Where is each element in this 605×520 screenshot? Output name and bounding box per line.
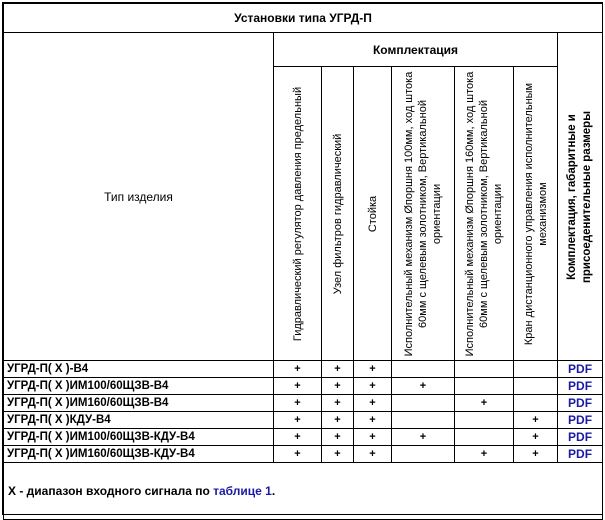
- table-row: [4, 412, 603, 429]
- column-label: Исполнительный механизм Øпоршня 100мм, ход штока 60мм с щелевым золотником, Вертикальной ориентации: [403, 71, 443, 356]
- product-type-header: Тип изделия: [4, 33, 274, 361]
- column-header-regulator: [274, 67, 322, 361]
- mark-cell: +: [354, 361, 392, 378]
- mark-cell: +: [274, 429, 322, 446]
- column-header-actuator-160: [455, 67, 514, 361]
- table-1-link[interactable]: таблице 1: [213, 484, 272, 498]
- mark-cell: +: [354, 412, 392, 429]
- table-title: Установки типа УГРД-П: [4, 4, 603, 33]
- pdf-link[interactable]: PDF: [568, 396, 593, 410]
- column-label: Гидравлический регулятор давления предельный: [291, 86, 304, 341]
- column-label: Исполнительный механизм Øпоршня 160мм, ход штока 60мм с щелевым золотником, Вертикальной ориентации: [464, 71, 504, 356]
- product-name: УГРД-П( Х )ИМ160/60ЩЗВ-В4: [4, 395, 274, 412]
- dimensions-column-header: [558, 33, 603, 361]
- mark-cell: +: [322, 429, 354, 446]
- mark-cell: [455, 361, 514, 378]
- mark-cell: +: [354, 429, 392, 446]
- table-frame: [2, 2, 603, 515]
- pdf-link[interactable]: PDF: [568, 447, 593, 461]
- mark-cell: [514, 395, 558, 412]
- mark-cell: +: [322, 412, 354, 429]
- pdf-cell: [558, 395, 603, 412]
- mark-cell: +: [392, 378, 455, 395]
- pdf-cell: [558, 412, 603, 429]
- mark-cell: [455, 412, 514, 429]
- mark-cell: +: [274, 361, 322, 378]
- column-label: Узел фильтров гидравлический: [331, 133, 344, 294]
- mark-cell: +: [274, 412, 322, 429]
- pdf-link[interactable]: PDF: [568, 430, 593, 444]
- mark-cell: +: [322, 361, 354, 378]
- product-name: УГРД-П( Х )ИМ160/60ЩЗВ-КДУ-В4: [4, 446, 274, 463]
- pdf-cell: [558, 378, 603, 395]
- mark-cell: +: [274, 395, 322, 412]
- dimensions-column-label: Комплектация, габаритные и присоеденительные размеры: [566, 110, 594, 283]
- table-row: [4, 395, 603, 412]
- column-label: Кран дистанционного управления исполнительным механизмом: [522, 82, 549, 345]
- product-table: [3, 3, 603, 520]
- mark-cell: +: [514, 429, 558, 446]
- footnote: [4, 463, 603, 520]
- mark-cell: +: [354, 395, 392, 412]
- pdf-link[interactable]: PDF: [568, 362, 593, 376]
- column-header-filter: [322, 67, 354, 361]
- mark-cell: +: [322, 395, 354, 412]
- pdf-cell: [558, 361, 603, 378]
- mark-cell: [514, 361, 558, 378]
- table-row: [4, 446, 603, 463]
- mark-cell: +: [455, 446, 514, 463]
- pdf-cell: [558, 429, 603, 446]
- mark-cell: +: [354, 378, 392, 395]
- mark-cell: +: [322, 378, 354, 395]
- mark-cell: +: [514, 412, 558, 429]
- footnote-text: Х - диапазон входного сигнала по: [8, 484, 214, 498]
- mark-cell: +: [274, 378, 322, 395]
- column-label: Стойка: [366, 195, 379, 232]
- mark-cell: +: [392, 429, 455, 446]
- mark-cell: [392, 395, 455, 412]
- mark-cell: +: [274, 446, 322, 463]
- mark-cell: [392, 412, 455, 429]
- mark-cell: [392, 361, 455, 378]
- column-header-remote-valve: [514, 67, 558, 361]
- mark-cell: [455, 378, 514, 395]
- footnote-end: .: [271, 484, 276, 498]
- komplektatsiya-header: Комплектация: [274, 33, 558, 67]
- mark-cell: [455, 429, 514, 446]
- product-name: УГРД-П( Х )ИМ100/60ЩЗВ-КДУ-В4: [4, 429, 274, 446]
- mark-cell: [514, 378, 558, 395]
- column-header-stand: [354, 67, 392, 361]
- table-row: [4, 429, 603, 446]
- pdf-link[interactable]: PDF: [568, 413, 593, 427]
- pdf-link[interactable]: PDF: [568, 379, 593, 393]
- mark-cell: +: [322, 446, 354, 463]
- mark-cell: +: [354, 446, 392, 463]
- pdf-cell: [558, 446, 603, 463]
- mark-cell: +: [514, 446, 558, 463]
- table-row: [4, 378, 603, 395]
- mark-cell: [392, 446, 455, 463]
- product-name: УГРД-П( Х )ИМ100/60ЩЗВ-В4: [4, 378, 274, 395]
- mark-cell: +: [455, 395, 514, 412]
- table-row: [4, 361, 603, 378]
- column-header-actuator-100: [392, 67, 455, 361]
- product-name: УГРД-П( Х )КДУ-В4: [4, 412, 274, 429]
- product-name: УГРД-П( Х )-В4: [4, 361, 274, 378]
